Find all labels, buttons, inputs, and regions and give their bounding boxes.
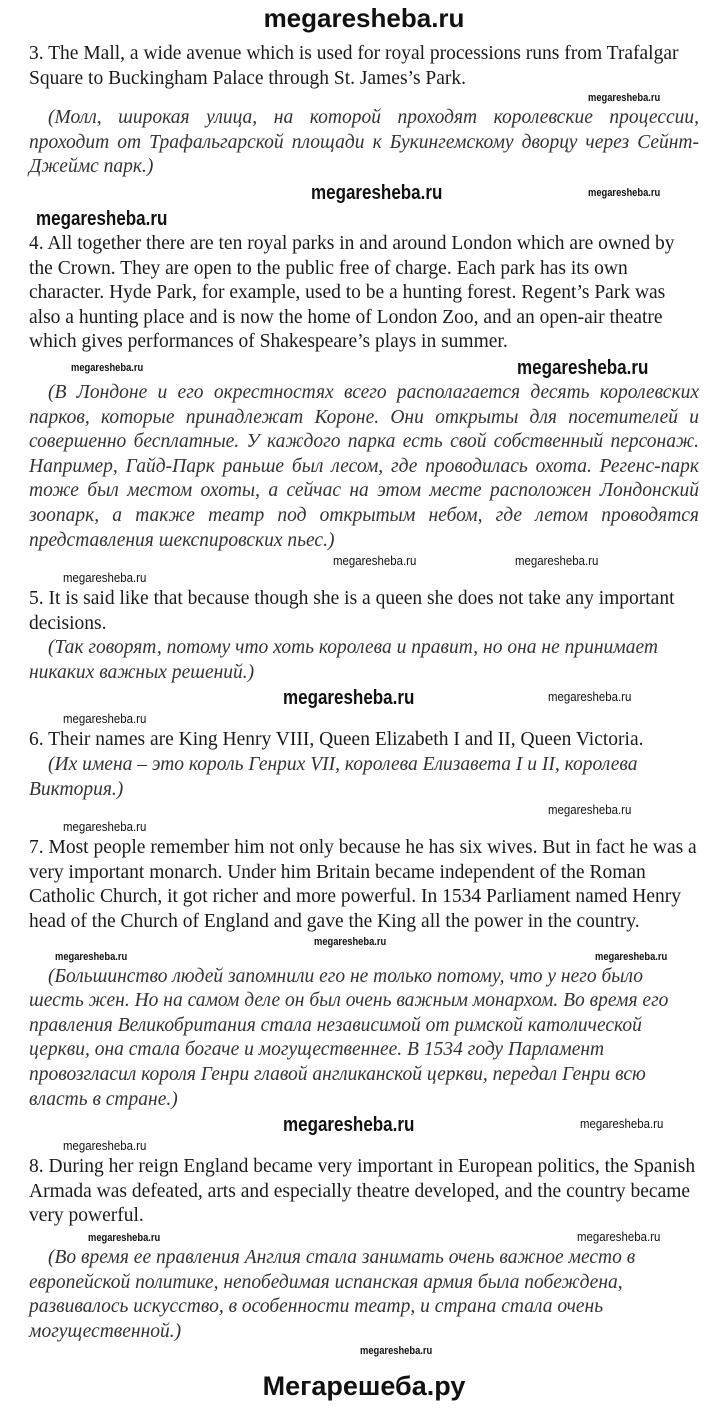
watermark-row	[29, 935, 699, 950]
answer-5-russian-text: (Так говорят, потому что хоть королева и правит, но она не принимает никаких важных решений.)	[29, 637, 658, 683]
watermark: megaresheba.ru	[283, 1114, 415, 1137]
watermark: megaresheba.ru	[311, 181, 443, 204]
watermark-row	[29, 711, 699, 728]
site-header-title: megaresheba.ru	[263, 3, 465, 33]
watermark: megaresheba.ru	[63, 1138, 147, 1154]
watermark: megaresheba.ru	[515, 553, 599, 569]
watermark-row	[29, 570, 699, 587]
watermark-row	[29, 1344, 699, 1359]
answer-5-english: 5. It is said like that because though she is a queen she does not take any important decisions.	[29, 588, 675, 634]
answer-6-russian-text: (Их имена – это король Генрих VII, королева Елизавета I и II, королева Виктория.)	[29, 754, 638, 800]
watermark: megaresheba.ru	[580, 1116, 664, 1132]
answer-6-english: 6. Their names are King Henry VIII, Queen Elizabeth I and II, Queen Victoria.	[29, 729, 644, 751]
answer-4-english: 4. All together there are ten royal parks in and around London which are owned by the Crown. They are open to the public free of charge. Each park has its own character. Hyde Park, for example, used to be a hunting forest. Regent’s Park was also a hunting place and is now the home of London Zoo, and an open-air theatre which gives performances of Shakespeare’s plays in summer.	[29, 232, 675, 353]
watermark: megaresheba.ru	[517, 356, 649, 379]
answer-5-russian	[29, 636, 699, 685]
answer-7-english: 7. Most people remember him not only because he has six wives. But in fact he was a very important monarch. Under him Britain became independent of the Roman Catholic Church, it got richer and more powerful. In 1534 Parliament named Henry head of the Church of England and gave the King all the power in the country.	[29, 837, 697, 933]
watermark: megaresheba.ru	[333, 553, 417, 569]
answer-7-russian	[29, 965, 699, 1113]
watermark-row	[29, 553, 699, 570]
watermark-row	[29, 1112, 699, 1138]
answer-6-russian	[29, 753, 699, 802]
answer-4-russian	[29, 381, 699, 553]
watermark: megaresheba.ru	[63, 711, 147, 727]
watermark: megaresheba.ru	[63, 819, 147, 835]
watermark: megaresheba.ru	[314, 935, 387, 948]
watermark: megaresheba.ru	[577, 1228, 661, 1244]
watermark: megaresheba.ru	[36, 207, 168, 230]
watermark: megaresheba.ru	[548, 802, 632, 818]
watermark-row	[29, 1138, 699, 1155]
watermark-row	[29, 802, 699, 819]
answer-3-english: 3. The Mall, a wide avenue which is used for royal processions runs from Trafalgar Square to Buckingham Palace through St. James’s Park.	[29, 43, 679, 89]
answer-3-russian	[29, 106, 699, 180]
answer-3-russian-text: (Молл, широкая улица, на которой проходят королевские процессии, проходит от Трафальгарской площади к Букингемскому дворцу через Сейнт-Джеймс парк.)	[29, 107, 699, 178]
answer-7-russian-text: (Большинство людей запомнили его не только потому, что у него было шесть жен. Но на самом деле он был очень важным монархом. Во время его правления Великобритания стала независимой от римской католической церкви, она стала богаче и могущественнее. В 1534 году Парламент провозгласил короля Генри главой англиканской церкви, передал Генри всю власть в стране.)	[29, 965, 669, 1110]
answer-8-english: 8. During her reign England became very important in European politics, the Spanish Armada was defeated, arts and especially theatre developed, and the country became very powerful.	[29, 1156, 696, 1227]
watermark-row	[29, 1229, 699, 1246]
watermark-row	[29, 355, 699, 381]
watermark-row	[29, 91, 699, 106]
watermark-row	[29, 819, 699, 836]
answer-8-russian	[29, 1246, 699, 1344]
watermark: megaresheba.ru	[71, 361, 144, 374]
watermark: megaresheba.ru	[88, 1231, 161, 1244]
watermark-row	[29, 180, 699, 206]
watermark: megaresheba.ru	[360, 1345, 433, 1358]
answer-8-russian-text: (Во время ее правления Англия стала занимать очень важное место в европейской политике, непобедимая испанская армия была побеждена, развивалось искусство, в особенности театр, и страна стала очень могущественной.)	[29, 1246, 636, 1342]
watermark-row	[29, 685, 699, 711]
site-footer-title: Мегарешеба.ру	[262, 1371, 466, 1402]
watermark: megaresheba.ru	[588, 92, 661, 105]
watermark-row	[29, 206, 699, 232]
watermark: megaresheba.ru	[548, 689, 632, 705]
watermark: megaresheba.ru	[283, 687, 415, 710]
watermark: megaresheba.ru	[63, 570, 147, 586]
watermark-row	[29, 950, 699, 965]
watermark: megaresheba.ru	[588, 186, 661, 199]
watermark: megaresheba.ru	[595, 950, 668, 963]
watermark: megaresheba.ru	[55, 950, 128, 963]
answer-4-russian-text: (В Лондоне и его окрестностях всего располагается десять королевских парков, которые принадлежат Короне. Они открыты для посетителей и совершенно бесплатные. У каждого парка есть свой собственный персонаж. Например, Гайд-Парк раньше был лесом, где проводилась охота. Регенс-парк тоже был местом охоты, а сейчас на этом месте расположен Лондонский зоопарк, а также театр под открытым небом, где летом проводятся представления шекспировских пьес.)	[29, 381, 699, 551]
